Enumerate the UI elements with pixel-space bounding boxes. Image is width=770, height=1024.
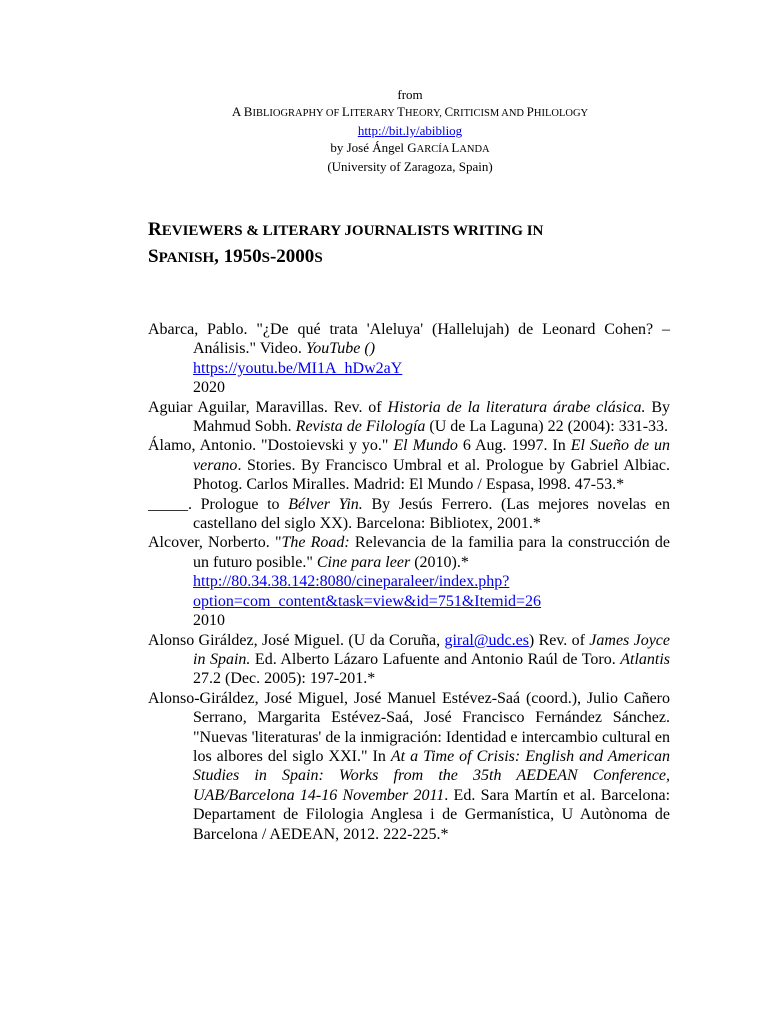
author-line: by José Ángel GARCÍA LANDA — [330, 140, 490, 155]
book-title: A BIBLIOGRAPHY OF LITERARY THEORY, CRITICISM AND PHILOLOGY — [231, 104, 589, 119]
page-title: REVIEWERS & LITERARY JOURNALISTS WRITING IN SPANISH, 1950S-2000S — [148, 219, 544, 267]
bibliography-entry-abarca: Abarca, Pablo. "¿De qué trata 'Aleluya' (Hallelujah) de Leonard Cohen? – Análisis." Video. YouTube () https://youtu.be/MI1A_hDw2aY 2020 — [148, 321, 670, 397]
cineparaleer-link-part1[interactable]: http://80.34.38.142:8080/cineparaleer/index.php? — [193, 573, 510, 591]
bibliography-entry-alamo: Álamo, Antonio. "Dostoievski y yo." El Mundo 6 Aug. 1997. In El Sueño de un verano. Stories. By Francisco Umbral et al. Prologue by Gabriel Albiac. Photog. Carlos Miralles. Madrid: El Mundo / Espasa, l998. 47-53.* — [148, 437, 671, 494]
bibliography-entry-aguiar: Aguiar Aguilar, Maravillas. Rev. of Historia de la literatura árabe clásica. By Mahmud Sobh. Revista de Filología (U de La Laguna) 22 (2004): 331-33. — [148, 398, 671, 436]
source-header — [0, 86, 770, 175]
from-label: from — [397, 87, 423, 102]
bibliography-url-link[interactable]: http://bit.ly/abibliog — [357, 123, 463, 138]
youtube-link[interactable]: https://youtu.be/MI1A_hDw2aY — [193, 359, 403, 377]
bibliography-entry-alonso-giraldez: Alonso Giráldez, José Miguel. (U da Coruña, giral@udc.es) Rev. of James Joyce in Spain. Ed. Alberto Lázaro Lafuente and Antonio Raúl de Toro. Atlantis 27.2 (Dec. 2005): 197-201.* — [148, 631, 671, 688]
bibliography-entries — [148, 320, 670, 844]
bibliography-entry-alamo-prologue: _____. Prologue to Bélver Yin. By Jesús Ferrero. (Las mejores novelas en castellano del siglo XX). Barcelona: Bibliotex, 2001.* — [148, 495, 671, 533]
affiliation: (University of Zaragoza, Spain) — [327, 159, 493, 174]
entry-year: 2020 — [193, 379, 225, 397]
entry-year: 2010 — [193, 612, 225, 630]
bibliography-entry-alcover: Alcover, Norberto. "The Road: Relevancia de la familia para la construcción de un futuro posible." Cine para leer (2010).* http://80.34.38.142:8080/cineparaleer/index.php? option=com_content&task=view&id=751&Itemid=26 2010 — [148, 534, 670, 630]
bibliography-entry-alonso-giraldez-coord: Alonso-Giráldez, José Miguel, José Manuel Estévez-Saá (coord.), Julio Cañero Serrano, Margarita Estévez-Saá, José Francisco Fernández Sánchez. "Nuevas 'literaturas' de la inmigración: Identidad e intercambio cultural en los albores del siglo XXI." In At a Time of Crisis: English and American Studies in Spain: Works from the 35th AEDEAN Conference, UAB/Barcelona 14-16 November 2011. Ed. Sara Martín et al. Barcelona: Departament de Filologia Anglesa i de Germanística, U Autònoma de Barcelona / AEDEAN, 2012. 222-225.* — [148, 689, 671, 843]
email-link[interactable]: giral@udc.es — [444, 631, 529, 649]
cineparaleer-link-part2[interactable]: option=com_content&task=view&id=751&Itemid=26 — [193, 592, 542, 610]
